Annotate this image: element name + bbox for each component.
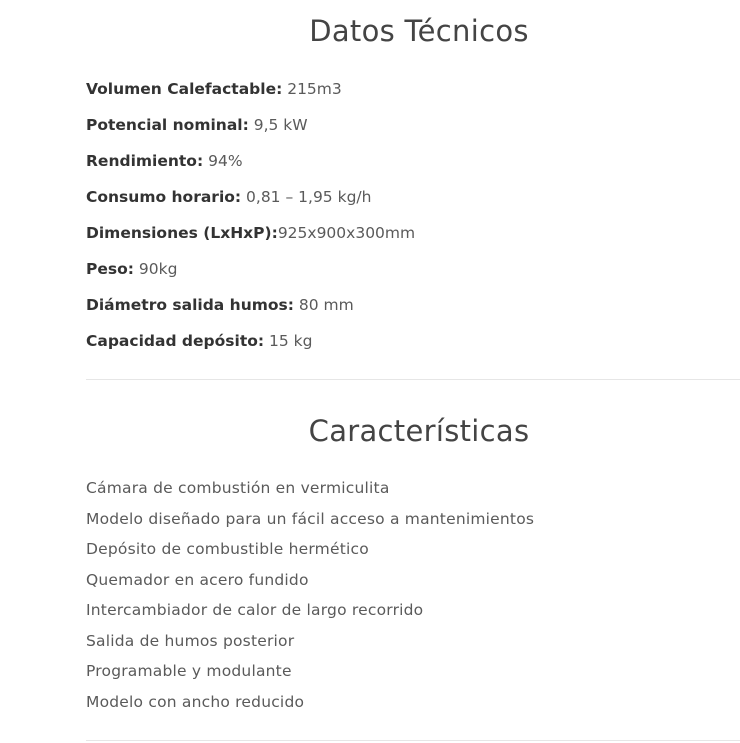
feature-item: Quemador en acero fundido (86, 570, 309, 589)
spec-value: 9,5 kW (248, 116, 308, 134)
feature-list-container (86, 473, 740, 717)
spec-value: 925x900x300mm (277, 224, 416, 242)
spec-row-peso (86, 251, 740, 287)
spec-value: 90kg (133, 260, 178, 278)
spec-label: Potencial nominal: (86, 116, 249, 134)
spec-label: Dimensiones (LxHxP): (86, 224, 278, 242)
datos-tecnicos-title: Datos Técnicos (309, 14, 529, 48)
spec-list (86, 71, 740, 359)
spec-label: Volumen Calefactable: (86, 80, 283, 98)
caracteristicas-section (86, 414, 740, 448)
feature-item: Intercambiador de calor de largo recorrido (86, 601, 424, 619)
caracteristicas-title: Características (308, 414, 530, 448)
spec-row-volumen (86, 71, 740, 107)
feature-item: Modelo diseñado para un fácil acceso a mantenimientos (86, 509, 535, 528)
spec-row-consumo (86, 179, 740, 215)
spec-label: Rendimiento: (86, 152, 204, 170)
spec-value: 15 kg (264, 332, 313, 350)
spec-value: 94% (203, 152, 243, 170)
bottom-divider (86, 740, 740, 741)
spec-row-diametro (86, 287, 740, 323)
spec-label: Consumo horario: (86, 188, 242, 206)
spec-label: Diámetro salida humos: (86, 296, 294, 314)
spec-value: 0,81 – 1,95 kg/h (241, 188, 372, 206)
feature-item: Depósito de combustible hermético (86, 540, 369, 558)
section-divider (86, 379, 740, 380)
spec-value: 215m3 (282, 80, 342, 98)
spec-label: Capacidad depósito: (86, 332, 265, 350)
spec-list-container (86, 71, 740, 359)
spec-row-dimensiones (86, 215, 740, 251)
spec-label: Peso: (86, 260, 134, 278)
datos-tecnicos-section (86, 14, 740, 48)
spec-row-rendimiento (86, 143, 740, 179)
spec-row-capacidad (86, 323, 740, 359)
feature-item: Programable y modulante (86, 662, 292, 680)
spec-row-potencial (86, 107, 740, 143)
feature-item: Salida de humos posterior (86, 631, 295, 650)
feature-item: Modelo con ancho reducido (86, 692, 305, 711)
spec-value: 80 mm (293, 296, 354, 314)
feature-item: Cámara de combustión en vermiculita (86, 479, 390, 497)
